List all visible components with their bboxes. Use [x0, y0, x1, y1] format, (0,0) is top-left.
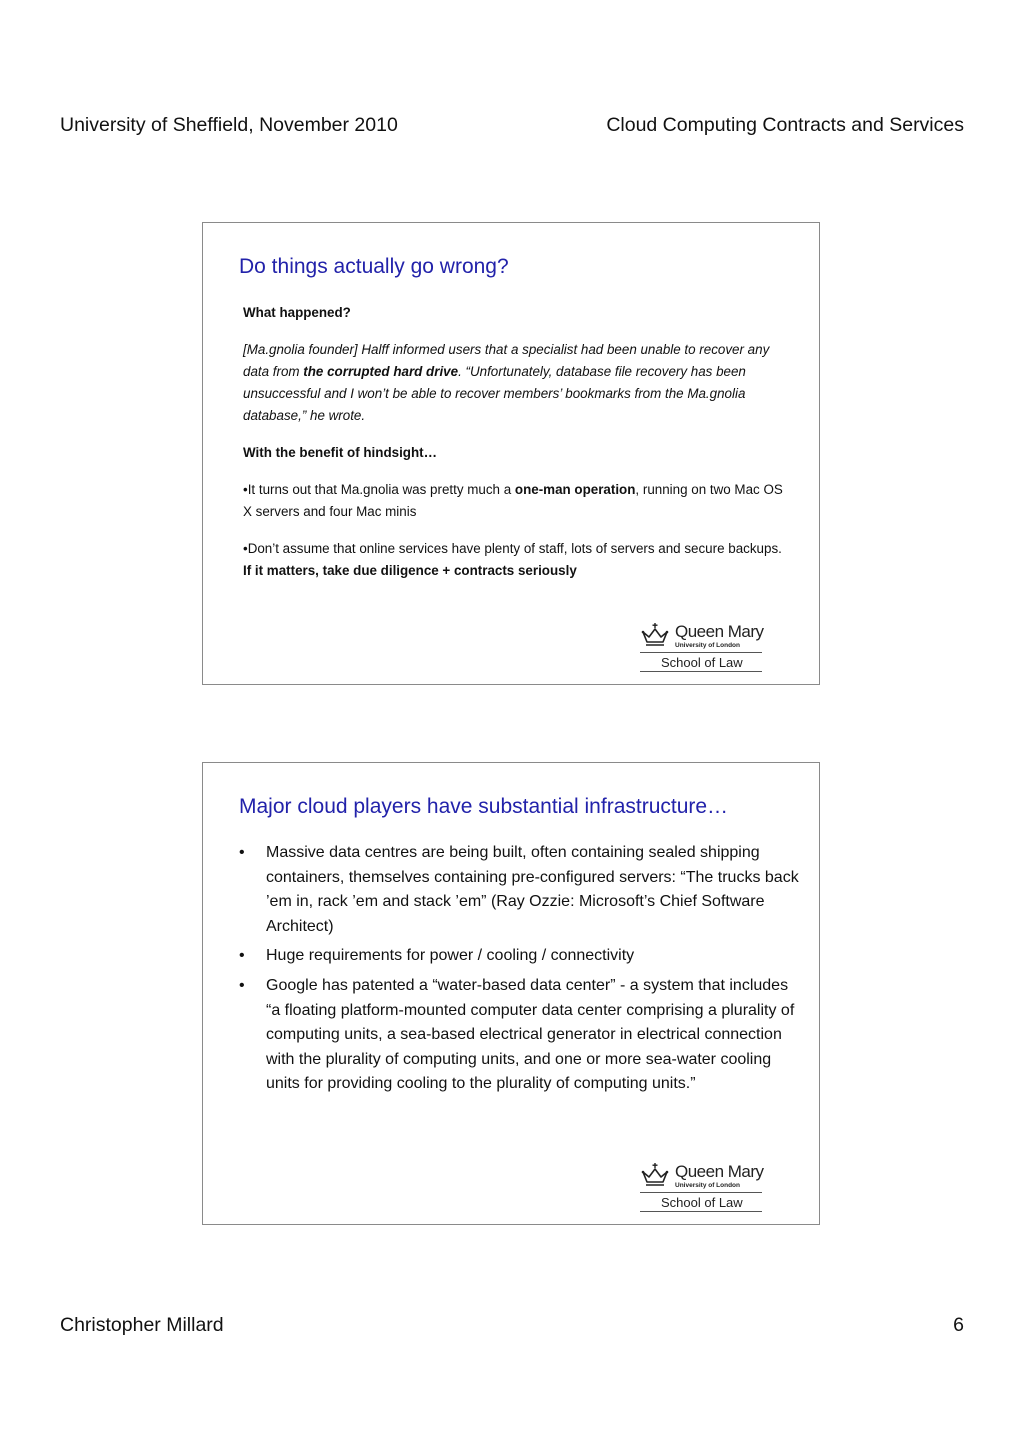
list-item-text: Huge requirements for power / cooling / connectivity	[266, 947, 635, 965]
header-left: University of Sheffield, November 2010	[60, 114, 398, 136]
logo-divider	[640, 1192, 762, 1193]
point-emphasis: one-man operation	[514, 482, 636, 497]
header-right: Cloud Computing Contracts and Services	[606, 114, 964, 136]
quote-emphasis: the corrupted hard drive	[303, 364, 459, 379]
point-paragraph	[243, 479, 791, 523]
crown-icon	[640, 622, 670, 648]
quote-text: [Ma.gnolia founder] Halff informed users that a specialist had been unable to recover any data from	[243, 342, 770, 379]
logo-divider	[640, 1211, 762, 1212]
queen-mary-logo	[640, 1162, 764, 1212]
logo-name: Queen Mary	[675, 1162, 764, 1181]
bullet-list	[239, 841, 799, 1102]
list-item	[239, 944, 799, 969]
logo-divider	[640, 671, 762, 672]
crown-icon	[640, 1162, 670, 1188]
point-text-end: , running on two Mac OS X servers and four Mac minis	[243, 482, 783, 519]
point-emphasis: If it matters, take due diligence + contracts seriously	[243, 563, 577, 578]
point-text: •Don’t assume that online services have plenty of staff, lots of servers and secure backups.	[243, 541, 782, 556]
hindsight-heading: With the benefit of hindsight…	[243, 445, 438, 460]
point-text: •It turns out that Ma.gnolia was pretty much a	[243, 482, 515, 497]
slide-body	[243, 302, 791, 597]
list-item	[239, 841, 799, 939]
what-happened-heading: What happened?	[243, 305, 351, 320]
bullet-icon: •	[239, 947, 245, 965]
list-item	[239, 974, 799, 1097]
bullet-icon: •	[239, 844, 245, 861]
quote-text-end: . “Unfortunately, database file recovery has been unsuccessful and I won’t be able to recover members’ bookmarks from the Ma.gnolia database,” he wrote.	[243, 364, 746, 423]
slide-1	[202, 222, 820, 685]
slide-2	[202, 762, 820, 1225]
logo-school: School of Law	[661, 1195, 743, 1210]
footer-author: Christopher Millard	[60, 1314, 224, 1336]
page-number: 6	[953, 1314, 964, 1336]
point-paragraph	[243, 538, 791, 582]
slide-title: Do things actually go wrong?	[239, 255, 509, 278]
bullet-icon: •	[239, 976, 245, 994]
slide-title: Major cloud players have substantial infrastructure…	[239, 795, 729, 818]
queen-mary-logo	[640, 622, 764, 672]
logo-name: Queen Mary	[675, 622, 764, 641]
logo-divider	[640, 652, 762, 653]
list-item-text: Massive data centres are being built, often containing sealed shipping containers, themselves containing pre-configured servers: “The trucks back ’em in, rack ’em and stack ’em” (Ray Ozzie: Microsoft’s Chief Software Architect)	[266, 844, 799, 935]
logo-subtitle: University of London	[675, 1182, 740, 1189]
quote-paragraph	[243, 339, 791, 427]
logo-subtitle: University of London	[675, 642, 740, 649]
logo-school: School of Law	[661, 655, 743, 670]
list-item-text: Google has patented a “water-based data center” - a system that includes “a floating platform-mounted computer data center comprising a plurality of computing units, a sea-based electrical generator in electrical connection with the plurality of computing units, and one or more sea-water cooling units for providing cooling to the plurality of computing units.”	[266, 976, 795, 1093]
